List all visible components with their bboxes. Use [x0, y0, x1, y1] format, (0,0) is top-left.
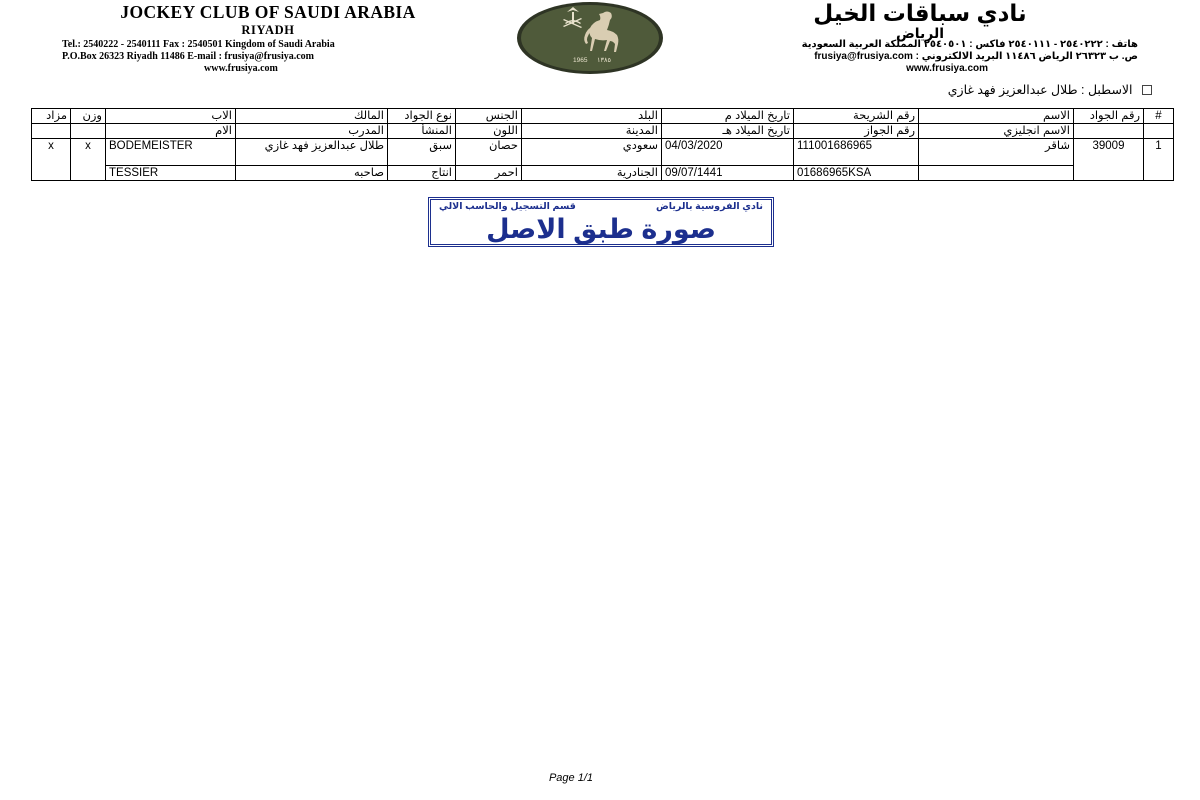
col-header-blank — [32, 124, 71, 139]
col-header-horse-type: نوع الجواد — [388, 109, 456, 124]
true-copy-stamp — [428, 197, 774, 247]
cell-country: سعودي — [522, 139, 662, 166]
col-header-sex: الجنس — [456, 109, 522, 124]
stable-label: الاسطبل : — [1081, 83, 1133, 97]
cell-index: 1 — [1144, 139, 1174, 181]
cell-owner: طلال عبدالعزيز فهد غازي — [236, 139, 388, 166]
cell-birth-date: 04/03/2020 — [662, 139, 794, 166]
header-row-2 — [32, 124, 1174, 139]
website-en: www.frusiya.com — [204, 63, 278, 74]
col-header-horse-number: رقم الجواد — [1074, 109, 1144, 124]
col-header-birth-date-hijri: تاريخ الميلاد هـ — [662, 124, 794, 139]
col-header-name-en: الاسم انجليزي — [919, 124, 1074, 139]
cell-name-en — [919, 166, 1074, 181]
club-city-en: RIYADH — [241, 23, 295, 37]
contact-block-en — [62, 39, 482, 75]
website-ar: www.frusiya.com — [906, 63, 988, 74]
col-header-blank — [1074, 124, 1144, 139]
col-header-chip-number: رقم الشريحة — [794, 109, 919, 124]
col-header-owner: المالك — [236, 109, 388, 124]
cell-auction: x — [32, 139, 71, 181]
cell-name: شاقر — [919, 139, 1074, 166]
stable-line — [948, 82, 1152, 97]
col-header-passport: رقم الجواز — [794, 124, 919, 139]
table-row-secondary — [32, 166, 1174, 181]
contact-address-en: P.O.Box 26323 Riyadh 11486 E-mail : frusiya@frusiya.com — [62, 51, 314, 62]
header-row-1 — [32, 109, 1174, 124]
svg-text:١٣٨٥: ١٣٨٥ — [597, 56, 611, 64]
cell-sex: حصان — [456, 139, 522, 166]
col-header-blank — [71, 124, 106, 139]
letterhead-ar — [700, 0, 1140, 41]
cell-trainer: صاحبه — [236, 166, 388, 181]
cell-city: الجنادرية — [522, 166, 662, 181]
page-number: Page 1/1 — [548, 772, 594, 784]
cell-color: احمر — [456, 166, 522, 181]
stamp-department: قسم التسجيل والحاسب الالي — [439, 201, 576, 212]
col-header-origin: المنشأ — [388, 124, 456, 139]
club-name-ar: نادي سباقات الخيل — [813, 0, 1027, 26]
horse-registration-table — [31, 108, 1174, 181]
cell-sire: BODEMEISTER — [106, 139, 236, 166]
stamp-club-name: نادي الفروسية بالرياض — [656, 201, 763, 212]
col-header-city: المدينة — [522, 124, 662, 139]
contact-address-ar: ص. ب ٢٦٣٢٣ الرياض ١١٤٨٦ البريد الالكتروني : frusiya@frusiya.com — [814, 51, 1138, 62]
cell-dam: TESSIER — [106, 166, 236, 181]
col-header-trainer: المدرب — [236, 124, 388, 139]
cell-birth-date-hijri: 09/07/1441 — [662, 166, 794, 181]
contact-phone-ar: هاتف : ٢٥٤٠٢٢٢ - ٢٥٤٠١١١ فاكس : ٢٥٤٠٥٠١ المملكة العربية السعودية — [801, 39, 1138, 50]
table-row — [32, 139, 1174, 166]
col-header-birth-date: تاريخ الميلاد م — [662, 109, 794, 124]
club-city-ar: الرياض — [895, 25, 945, 41]
col-header-sire: الاب — [106, 109, 236, 124]
svg-text:1965: 1965 — [573, 57, 588, 64]
stable-owner: طلال عبدالعزيز فهد غازي — [947, 83, 1078, 97]
col-header-index: # — [1144, 109, 1174, 124]
horse-emblem-icon — [515, 1, 665, 75]
col-header-color: اللون — [456, 124, 522, 139]
club-crest-logo — [515, 1, 665, 75]
col-header-blank — [1144, 124, 1174, 139]
contact-phone-en: Tel.: 2540222 - 2540111 Fax : 2540501 Kingdom of Saudi Arabia — [62, 39, 335, 50]
col-header-name: الاسم — [919, 109, 1074, 124]
cell-chip-number: 111001686965 — [794, 139, 919, 166]
col-header-dam: الام — [106, 124, 236, 139]
club-name-en: JOCKEY CLUB OF SAUDI ARABIA — [120, 2, 416, 22]
cell-horse-number: 39009 — [1074, 139, 1144, 181]
stamp-text: صورة طبق الاصل — [486, 214, 716, 244]
letterhead-en — [58, 2, 478, 38]
cell-passport-number: 01686965KSA — [794, 166, 919, 181]
cell-weight: x — [71, 139, 106, 181]
stamp-header — [439, 201, 763, 213]
checkbox-icon — [1142, 85, 1152, 95]
cell-origin: انتاج — [388, 166, 456, 181]
contact-block-ar — [698, 39, 1138, 75]
cell-horse-type: سبق — [388, 139, 456, 166]
col-header-weight: وزن — [71, 109, 106, 124]
col-header-country: البلد — [522, 109, 662, 124]
col-header-auction: مزاد — [32, 109, 71, 124]
